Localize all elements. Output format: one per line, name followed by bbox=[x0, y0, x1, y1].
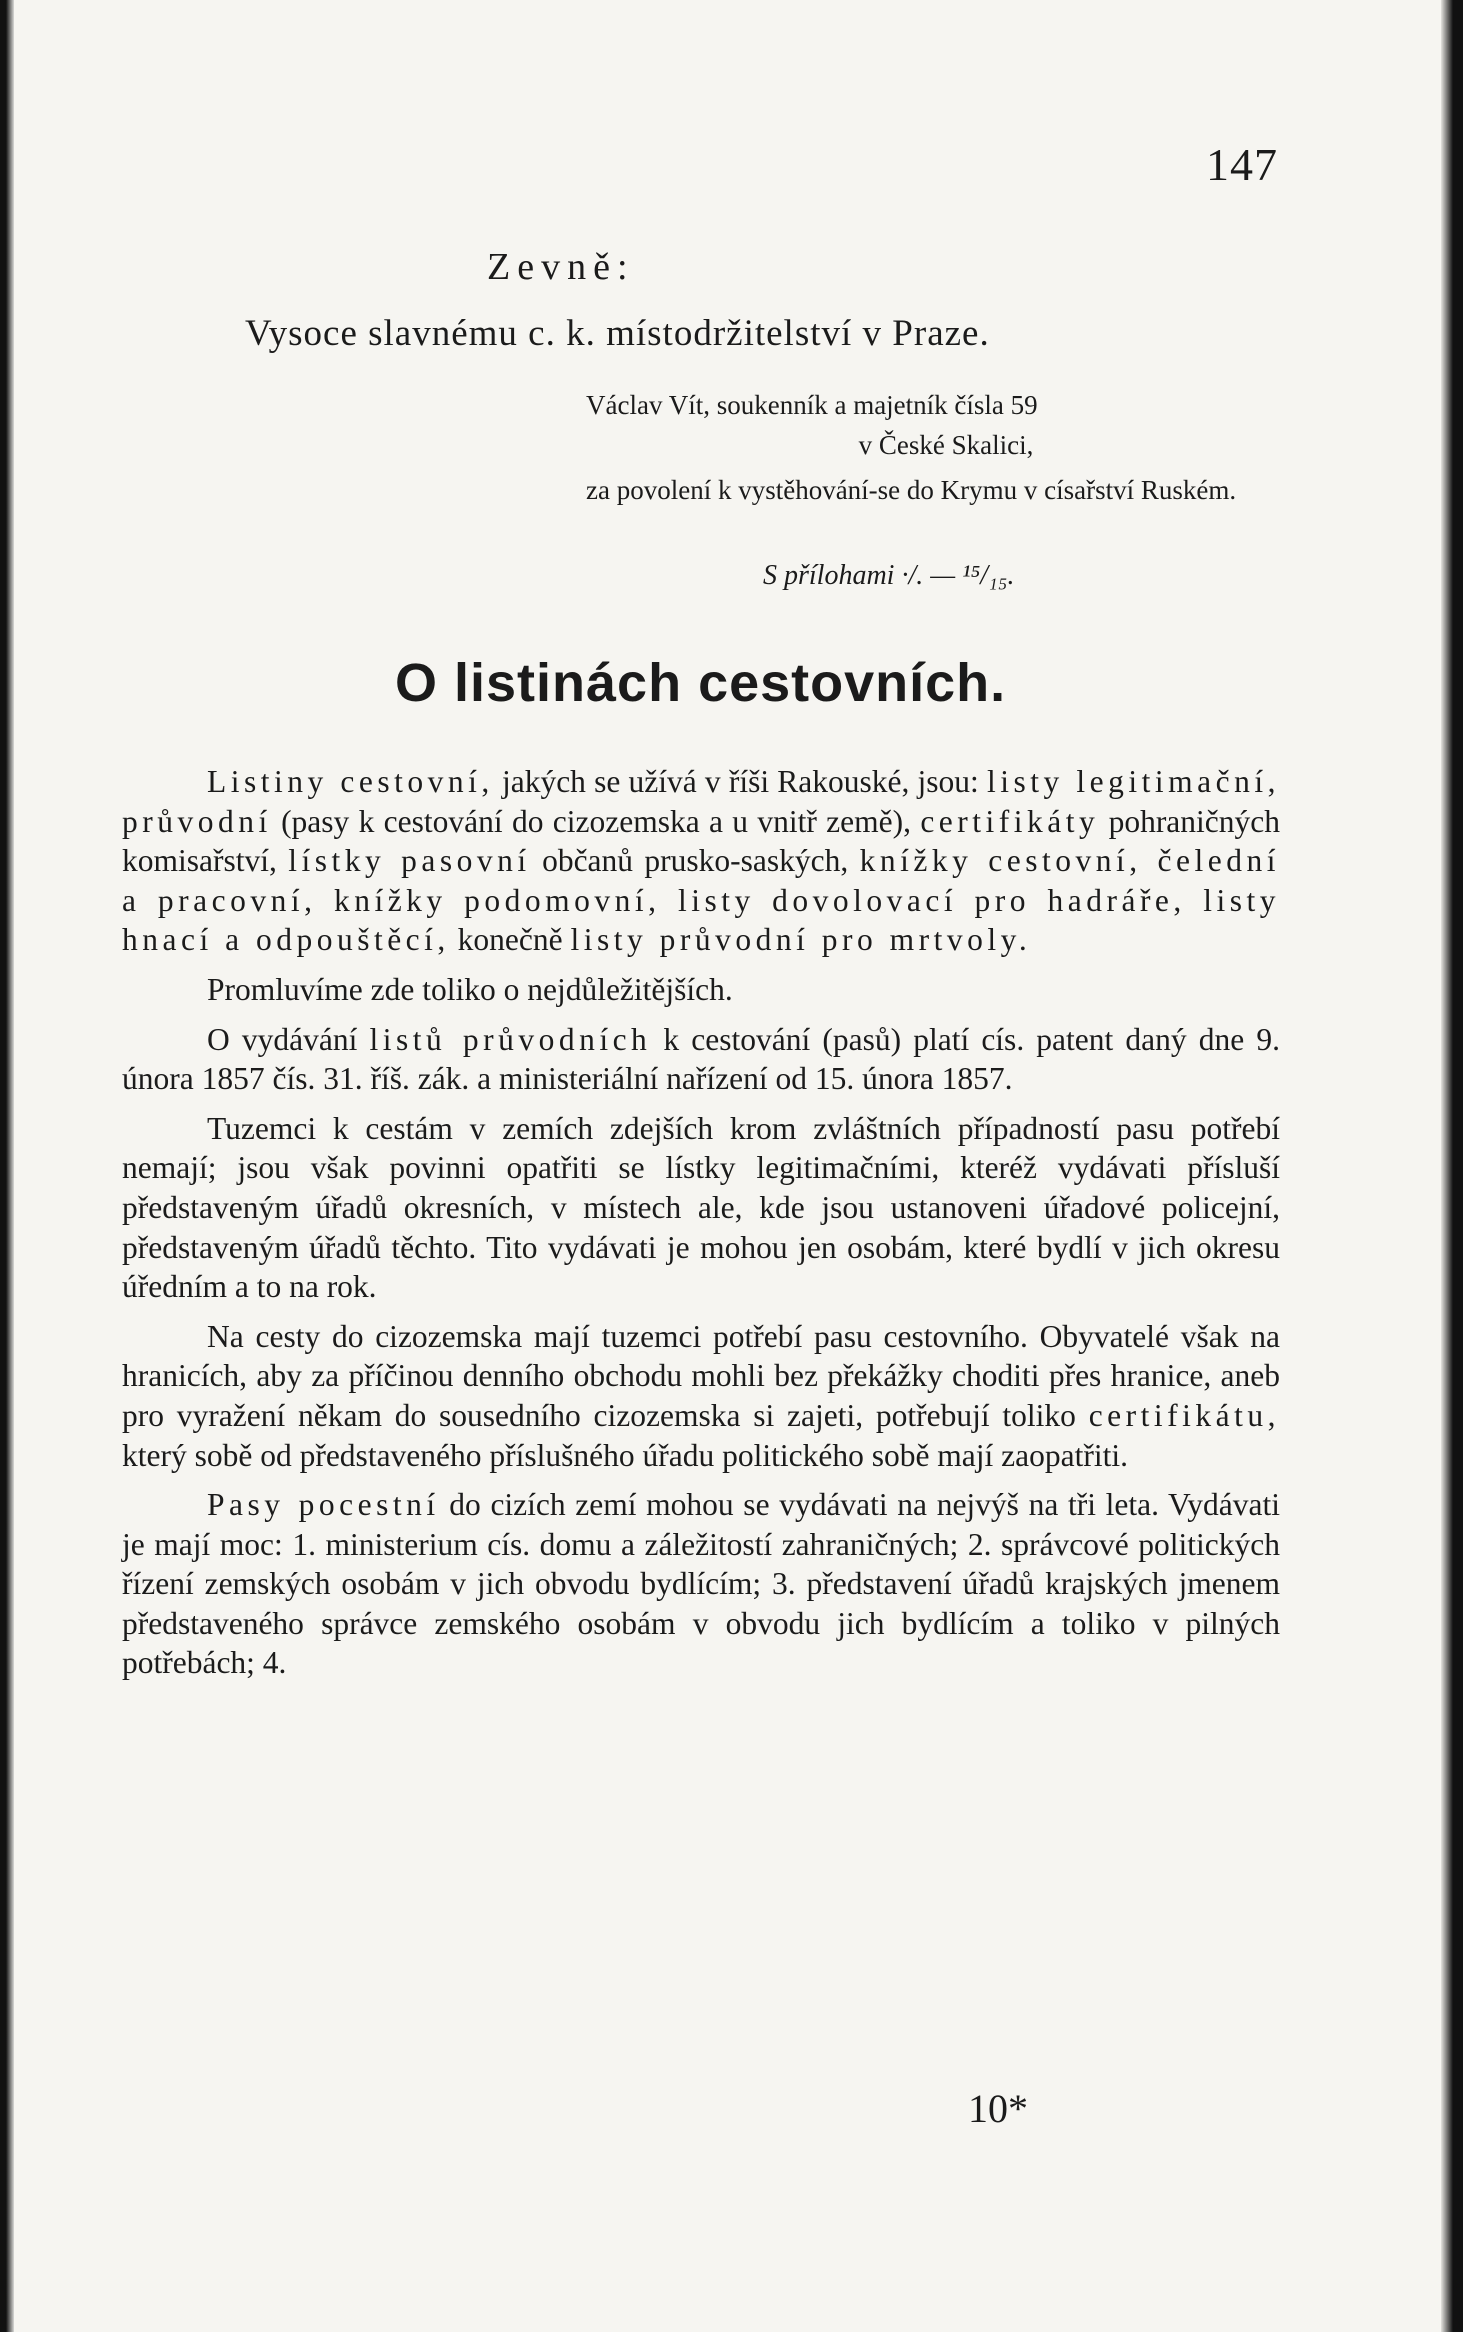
body-text bbox=[122, 762, 1280, 1683]
petitioner-block bbox=[586, 385, 1276, 465]
paragraph-3 bbox=[122, 1020, 1280, 1099]
paragraph-text: který sobě od představeného příslušného úřadu politického sobě mají zaopatřiti. bbox=[122, 1437, 1128, 1473]
paragraph-text: (pasy k cestování do cizozemska a u vnitř země), bbox=[271, 803, 921, 839]
paragraph-text: O vydávání bbox=[207, 1021, 370, 1057]
emph-text: listy průvodní pro mrtvoly. bbox=[570, 922, 1032, 958]
section-heading: O listinách cestovních. bbox=[395, 653, 1007, 713]
paragraph-2: Promluvíme zde toliko o nejdůležitějších. bbox=[207, 971, 733, 1007]
page-right-edge bbox=[1441, 0, 1463, 2332]
petitioner-line-1: Václav Vít, soukenník a majetník čísla 59 bbox=[586, 390, 1038, 420]
petitioner-line-2: v České Skalici, bbox=[858, 430, 1034, 460]
emph-text: listů průvodních bbox=[369, 1021, 652, 1057]
page-left-edge bbox=[0, 0, 14, 2332]
emph-text: lístky pasovní bbox=[288, 843, 531, 879]
address-label: Zevně: bbox=[487, 246, 635, 288]
emph-text: certifikáty bbox=[920, 803, 1100, 839]
attachments-note: S přílohami ·/. — ¹⁵/₁₅. bbox=[763, 560, 1015, 591]
paragraph-1 bbox=[122, 762, 1280, 960]
paragraph-text: do cizích zemí mohou se vydávati na nejvýš na tři leta. Vydávati je mají moc: 1. ministerium cís. domu a záležitostí zahraničných; 2. správcové politických řízení zemských osobám v jich obvodu bydlícím; 3. představení úřadů krajských jmenem představeného správce zemského osobám v obvodu jich bydlícím a toliko v pilných potřebách; 4. bbox=[122, 1487, 1281, 1681]
paragraph-4: Tuzemci k cestám v zemích zdejších krom zvláštních případností pasu potřebí nemají; jsou však povinni opatřiti se lístky legitimačními, kteréž vydávati přísluší představeným úřadů okresních, v místech ale, kde jsou ustanoveni úřadové policejní, představeným úřadů těchto. Tito vydávati je mohou jen osobám, které bydlí v jich okresu úředním a to na rok. bbox=[122, 1110, 1280, 1305]
address-recipient: Vysoce slavnému c. k. místodržitelství v Praze. bbox=[245, 313, 990, 354]
emph-text: listy legitimační, průvodní bbox=[122, 764, 1281, 839]
emph-text: knížky cestovní, čelední a pracovní, knížky podomovní, listy dovolovací pro hadráře, listy hnací a odpouštěcí, bbox=[122, 843, 1280, 958]
paragraph-text: jakých se užívá v říši Rakouské, jsou: bbox=[493, 764, 987, 799]
paragraph-5 bbox=[122, 1317, 1280, 1475]
emph-text: Listiny cestovní, bbox=[207, 764, 494, 799]
paragraph-text: Na cesty do cizozemska mají tuzemci potřebí pasu cestovního. Obyvatelé však na hranicích, aby za příčinou denního obchodu mohli bez překážky choditi přes hranice, aneb pro vyražení někam do sousedního cizozemska si zajeti, potřebují toliko bbox=[122, 1318, 1280, 1433]
paragraph-text: občanů prusko-saských, bbox=[530, 843, 860, 879]
paragraph-text: k cestování (pasů) platí cís. patent daný dne 9. února 1857 čís. 31. říš. zák. a ministeriální nařízení od 15. února 1857. bbox=[122, 1021, 1280, 1097]
page-number: 147 bbox=[1206, 139, 1278, 190]
emph-text: Pasy pocestní bbox=[207, 1487, 440, 1523]
petition-purpose: za povolení k vystěhování-se do Krymu v císařství Ruském. bbox=[586, 475, 1237, 505]
paragraph-6 bbox=[122, 1485, 1280, 1683]
paragraph-text: pohraničných komisařství, bbox=[122, 803, 1281, 879]
paragraph-text: konečně bbox=[449, 922, 571, 958]
printer-signature-mark: 10* bbox=[968, 2086, 1028, 2131]
emph-text: certifikátu, bbox=[1088, 1397, 1280, 1433]
